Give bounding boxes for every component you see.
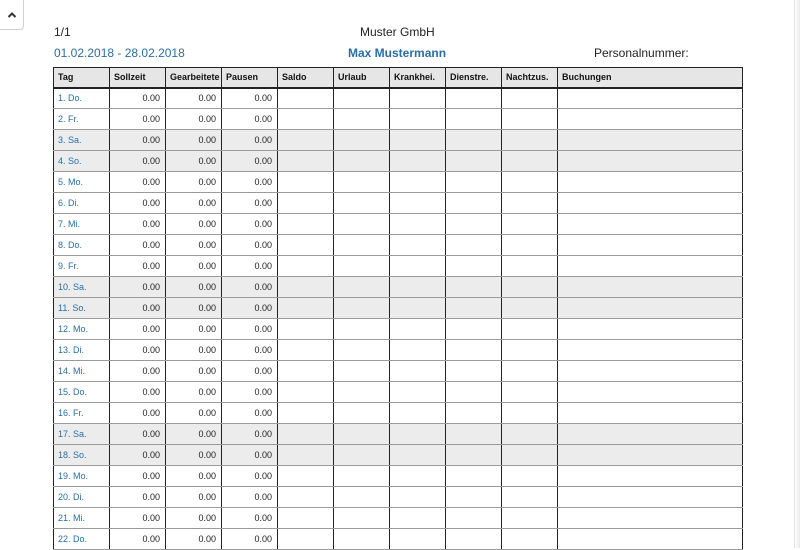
- krankheit-cell: [390, 361, 446, 382]
- buchungen-cell: [558, 382, 743, 403]
- day-cell: 9. Fr.: [54, 256, 110, 277]
- krankheit-cell: [390, 256, 446, 277]
- buchungen-cell: [558, 466, 743, 487]
- buchungen-cell: [558, 508, 743, 529]
- urlaub-cell: [334, 214, 390, 235]
- nachtzuschlag-cell: [502, 424, 558, 445]
- gearbeitet-cell: 0.00: [166, 256, 222, 277]
- saldo-cell: [278, 445, 334, 466]
- urlaub-cell: [334, 235, 390, 256]
- dienstreise-cell: [446, 256, 502, 277]
- day-cell: 14. Mi.: [54, 361, 110, 382]
- krankheit-cell: [390, 235, 446, 256]
- krankheit-cell: [390, 172, 446, 193]
- dienstreise-cell: [446, 172, 502, 193]
- buchungen-cell: [558, 319, 743, 340]
- gearbeitet-cell: 0.00: [166, 424, 222, 445]
- table-row: [54, 193, 743, 214]
- saldo-cell: [278, 130, 334, 151]
- dienstreise-cell: [446, 403, 502, 424]
- saldo-cell: [278, 298, 334, 319]
- col-header-buchungen: Buchungen: [558, 68, 743, 88]
- pausen-cell: 0.00: [222, 403, 278, 424]
- col-header-urlaub: Urlaub: [334, 68, 390, 88]
- col-header-saldo: Saldo: [278, 68, 334, 88]
- krankheit-cell: [390, 151, 446, 172]
- col-header-gearbeitete: Gearbeitete: [166, 68, 222, 88]
- pausen-cell: 0.00: [222, 193, 278, 214]
- day-cell: 3. Sa.: [54, 130, 110, 151]
- gearbeitet-cell: 0.00: [166, 382, 222, 403]
- buchungen-cell: [558, 424, 743, 445]
- urlaub-cell: [334, 256, 390, 277]
- saldo-cell: [278, 235, 334, 256]
- urlaub-cell: [334, 319, 390, 340]
- dienstreise-cell: [446, 424, 502, 445]
- col-header-sollzeit: Sollzeit: [110, 68, 166, 88]
- nachtzuschlag-cell: [502, 340, 558, 361]
- buchungen-cell: [558, 109, 743, 130]
- nachtzuschlag-cell: [502, 508, 558, 529]
- buchungen-cell: [558, 214, 743, 235]
- gearbeitet-cell: 0.00: [166, 340, 222, 361]
- saldo-cell: [278, 151, 334, 172]
- dienstreise-cell: [446, 382, 502, 403]
- urlaub-cell: [334, 193, 390, 214]
- nachtzuschlag-cell: [502, 130, 558, 151]
- krankheit-cell: [390, 109, 446, 130]
- table-row: [54, 445, 743, 466]
- nachtzuschlag-cell: [502, 88, 558, 109]
- table-row: [54, 403, 743, 424]
- day-cell: 1. Do.: [54, 88, 110, 109]
- buchungen-cell: [558, 340, 743, 361]
- krankheit-cell: [390, 319, 446, 340]
- saldo-cell: [278, 466, 334, 487]
- buchungen-cell: [558, 256, 743, 277]
- saldo-cell: [278, 382, 334, 403]
- col-header-dienstreise: Dienstre.: [446, 68, 502, 88]
- pausen-cell: 0.00: [222, 130, 278, 151]
- urlaub-cell: [334, 424, 390, 445]
- dienstreise-cell: [446, 130, 502, 151]
- day-cell: 7. Mi.: [54, 214, 110, 235]
- collapse-button[interactable]: [0, 0, 24, 30]
- urlaub-cell: [334, 109, 390, 130]
- saldo-cell: [278, 508, 334, 529]
- dienstreise-cell: [446, 508, 502, 529]
- table-row: [54, 256, 743, 277]
- dienstreise-cell: [446, 298, 502, 319]
- krankheit-cell: [390, 445, 446, 466]
- pausen-cell: 0.00: [222, 172, 278, 193]
- urlaub-cell: [334, 277, 390, 298]
- nachtzuschlag-cell: [502, 214, 558, 235]
- nachtzuschlag-cell: [502, 403, 558, 424]
- table-header-row: [54, 68, 743, 88]
- buchungen-cell: [558, 235, 743, 256]
- sollzeit-cell: 0.00: [110, 130, 166, 151]
- gearbeitet-cell: 0.00: [166, 508, 222, 529]
- dienstreise-cell: [446, 361, 502, 382]
- saldo-cell: [278, 109, 334, 130]
- day-cell: 18. So.: [54, 445, 110, 466]
- table-row: [54, 298, 743, 319]
- dienstreise-cell: [446, 109, 502, 130]
- scrollbar-track[interactable]: [794, 0, 800, 548]
- day-cell: 20. Di.: [54, 487, 110, 508]
- pausen-cell: 0.00: [222, 340, 278, 361]
- sollzeit-cell: 0.00: [110, 403, 166, 424]
- nachtzuschlag-cell: [502, 361, 558, 382]
- sollzeit-cell: 0.00: [110, 445, 166, 466]
- urlaub-cell: [334, 466, 390, 487]
- table-row: [54, 130, 743, 151]
- day-cell: 5. Mo.: [54, 172, 110, 193]
- gearbeitet-cell: 0.00: [166, 109, 222, 130]
- pausen-cell: 0.00: [222, 235, 278, 256]
- table-row: [54, 382, 743, 403]
- urlaub-cell: [334, 508, 390, 529]
- buchungen-cell: [558, 298, 743, 319]
- urlaub-cell: [334, 403, 390, 424]
- saldo-cell: [278, 256, 334, 277]
- pausen-cell: 0.00: [222, 361, 278, 382]
- krankheit-cell: [390, 88, 446, 109]
- page-number: 1/1: [54, 25, 71, 39]
- day-cell: 16. Fr.: [54, 403, 110, 424]
- gearbeitet-cell: 0.00: [166, 319, 222, 340]
- urlaub-cell: [334, 151, 390, 172]
- dienstreise-cell: [446, 466, 502, 487]
- gearbeitet-cell: 0.00: [166, 298, 222, 319]
- pausen-cell: 0.00: [222, 466, 278, 487]
- nachtzuschlag-cell: [502, 193, 558, 214]
- table-row: [54, 214, 743, 235]
- dienstreise-cell: [446, 340, 502, 361]
- dienstreise-cell: [446, 529, 502, 550]
- table-row: [54, 319, 743, 340]
- urlaub-cell: [334, 88, 390, 109]
- krankheit-cell: [390, 403, 446, 424]
- sollzeit-cell: 0.00: [110, 88, 166, 109]
- gearbeitet-cell: 0.00: [166, 277, 222, 298]
- pausen-cell: 0.00: [222, 445, 278, 466]
- dienstreise-cell: [446, 319, 502, 340]
- dienstreise-cell: [446, 88, 502, 109]
- saldo-cell: [278, 277, 334, 298]
- nachtzuschlag-cell: [502, 445, 558, 466]
- nachtzuschlag-cell: [502, 529, 558, 550]
- krankheit-cell: [390, 508, 446, 529]
- table-row: [54, 340, 743, 361]
- table-row: [54, 424, 743, 445]
- sollzeit-cell: 0.00: [110, 235, 166, 256]
- pausen-cell: 0.00: [222, 424, 278, 445]
- table-row: [54, 172, 743, 193]
- table-row: [54, 487, 743, 508]
- krankheit-cell: [390, 193, 446, 214]
- day-cell: 2. Fr.: [54, 109, 110, 130]
- nachtzuschlag-cell: [502, 235, 558, 256]
- saldo-cell: [278, 487, 334, 508]
- chevron-up-icon: [7, 10, 17, 20]
- table-row: [54, 529, 743, 550]
- buchungen-cell: [558, 361, 743, 382]
- sollzeit-cell: 0.00: [110, 424, 166, 445]
- pausen-cell: 0.00: [222, 508, 278, 529]
- sollzeit-cell: 0.00: [110, 214, 166, 235]
- table-row: [54, 88, 743, 109]
- saldo-cell: [278, 361, 334, 382]
- buchungen-cell: [558, 151, 743, 172]
- gearbeitet-cell: 0.00: [166, 529, 222, 550]
- buchungen-cell: [558, 172, 743, 193]
- gearbeitet-cell: 0.00: [166, 88, 222, 109]
- nachtzuschlag-cell: [502, 151, 558, 172]
- employee-name: Max Mustermann: [348, 46, 447, 60]
- sollzeit-cell: 0.00: [110, 529, 166, 550]
- pausen-cell: 0.00: [222, 529, 278, 550]
- day-cell: 13. Di.: [54, 340, 110, 361]
- saldo-cell: [278, 403, 334, 424]
- day-cell: 15. Do.: [54, 382, 110, 403]
- gearbeitet-cell: 0.00: [166, 487, 222, 508]
- day-cell: 17. Sa.: [54, 424, 110, 445]
- buchungen-cell: [558, 487, 743, 508]
- gearbeitet-cell: 0.00: [166, 214, 222, 235]
- company-name: Muster GmbH: [360, 25, 435, 39]
- sollzeit-cell: 0.00: [110, 256, 166, 277]
- dienstreise-cell: [446, 151, 502, 172]
- buchungen-cell: [558, 277, 743, 298]
- dienstreise-cell: [446, 214, 502, 235]
- sollzeit-cell: 0.00: [110, 508, 166, 529]
- table-row: [54, 235, 743, 256]
- krankheit-cell: [390, 277, 446, 298]
- urlaub-cell: [334, 487, 390, 508]
- nachtzuschlag-cell: [502, 487, 558, 508]
- urlaub-cell: [334, 445, 390, 466]
- table-row: [54, 151, 743, 172]
- pausen-cell: 0.00: [222, 109, 278, 130]
- sollzeit-cell: 0.00: [110, 361, 166, 382]
- nachtzuschlag-cell: [502, 319, 558, 340]
- krankheit-cell: [390, 298, 446, 319]
- saldo-cell: [278, 340, 334, 361]
- nachtzuschlag-cell: [502, 382, 558, 403]
- urlaub-cell: [334, 172, 390, 193]
- pausen-cell: 0.00: [222, 487, 278, 508]
- urlaub-cell: [334, 382, 390, 403]
- krankheit-cell: [390, 214, 446, 235]
- buchungen-cell: [558, 445, 743, 466]
- sollzeit-cell: 0.00: [110, 466, 166, 487]
- buchungen-cell: [558, 403, 743, 424]
- nachtzuschlag-cell: [502, 172, 558, 193]
- saldo-cell: [278, 529, 334, 550]
- table-row: [54, 466, 743, 487]
- col-header-nachtzuschlag: Nachtzus.: [502, 68, 558, 88]
- urlaub-cell: [334, 298, 390, 319]
- pausen-cell: 0.00: [222, 256, 278, 277]
- gearbeitet-cell: 0.00: [166, 172, 222, 193]
- saldo-cell: [278, 88, 334, 109]
- table-row: [54, 361, 743, 382]
- day-cell: 12. Mo.: [54, 319, 110, 340]
- table-row: [54, 277, 743, 298]
- dienstreise-cell: [446, 487, 502, 508]
- sollzeit-cell: 0.00: [110, 487, 166, 508]
- buchungen-cell: [558, 88, 743, 109]
- urlaub-cell: [334, 130, 390, 151]
- krankheit-cell: [390, 529, 446, 550]
- krankheit-cell: [390, 424, 446, 445]
- table-row: [54, 109, 743, 130]
- pausen-cell: 0.00: [222, 298, 278, 319]
- timesheet-table: [53, 67, 743, 550]
- day-cell: 8. Do.: [54, 235, 110, 256]
- personnel-number-label: Personalnummer:: [594, 46, 689, 60]
- buchungen-cell: [558, 193, 743, 214]
- sollzeit-cell: 0.00: [110, 172, 166, 193]
- sollzeit-cell: 0.00: [110, 109, 166, 130]
- urlaub-cell: [334, 361, 390, 382]
- nachtzuschlag-cell: [502, 256, 558, 277]
- col-header-pausen: Pausen: [222, 68, 278, 88]
- pausen-cell: 0.00: [222, 382, 278, 403]
- gearbeitet-cell: 0.00: [166, 445, 222, 466]
- col-header-krankheit: Krankhei.: [390, 68, 446, 88]
- day-cell: 22. Do.: [54, 529, 110, 550]
- sollzeit-cell: 0.00: [110, 340, 166, 361]
- day-cell: 10. Sa.: [54, 277, 110, 298]
- day-cell: 4. So.: [54, 151, 110, 172]
- gearbeitet-cell: 0.00: [166, 130, 222, 151]
- krankheit-cell: [390, 340, 446, 361]
- saldo-cell: [278, 172, 334, 193]
- krankheit-cell: [390, 382, 446, 403]
- saldo-cell: [278, 214, 334, 235]
- table-row: [54, 508, 743, 529]
- gearbeitet-cell: 0.00: [166, 361, 222, 382]
- sollzeit-cell: 0.00: [110, 319, 166, 340]
- gearbeitet-cell: 0.00: [166, 193, 222, 214]
- pausen-cell: 0.00: [222, 88, 278, 109]
- sollzeit-cell: 0.00: [110, 298, 166, 319]
- dienstreise-cell: [446, 277, 502, 298]
- nachtzuschlag-cell: [502, 466, 558, 487]
- sollzeit-cell: 0.00: [110, 277, 166, 298]
- krankheit-cell: [390, 130, 446, 151]
- dienstreise-cell: [446, 445, 502, 466]
- day-cell: 19. Mo.: [54, 466, 110, 487]
- krankheit-cell: [390, 466, 446, 487]
- gearbeitet-cell: 0.00: [166, 151, 222, 172]
- buchungen-cell: [558, 529, 743, 550]
- pausen-cell: 0.00: [222, 277, 278, 298]
- col-header-tag: Tag: [54, 68, 110, 88]
- dienstreise-cell: [446, 193, 502, 214]
- nachtzuschlag-cell: [502, 109, 558, 130]
- nachtzuschlag-cell: [502, 277, 558, 298]
- day-cell: 6. Di.: [54, 193, 110, 214]
- sollzeit-cell: 0.00: [110, 382, 166, 403]
- gearbeitet-cell: 0.00: [166, 466, 222, 487]
- pausen-cell: 0.00: [222, 214, 278, 235]
- dienstreise-cell: [446, 235, 502, 256]
- saldo-cell: [278, 424, 334, 445]
- sollzeit-cell: 0.00: [110, 193, 166, 214]
- sollzeit-cell: 0.00: [110, 151, 166, 172]
- nachtzuschlag-cell: [502, 298, 558, 319]
- gearbeitet-cell: 0.00: [166, 235, 222, 256]
- day-cell: 21. Mi.: [54, 508, 110, 529]
- saldo-cell: [278, 319, 334, 340]
- gearbeitet-cell: 0.00: [166, 403, 222, 424]
- day-cell: 11. So.: [54, 298, 110, 319]
- period-range: 01.02.2018 - 28.02.2018: [54, 46, 185, 60]
- saldo-cell: [278, 193, 334, 214]
- buchungen-cell: [558, 130, 743, 151]
- urlaub-cell: [334, 340, 390, 361]
- krankheit-cell: [390, 487, 446, 508]
- pausen-cell: 0.00: [222, 319, 278, 340]
- pausen-cell: 0.00: [222, 151, 278, 172]
- urlaub-cell: [334, 529, 390, 550]
